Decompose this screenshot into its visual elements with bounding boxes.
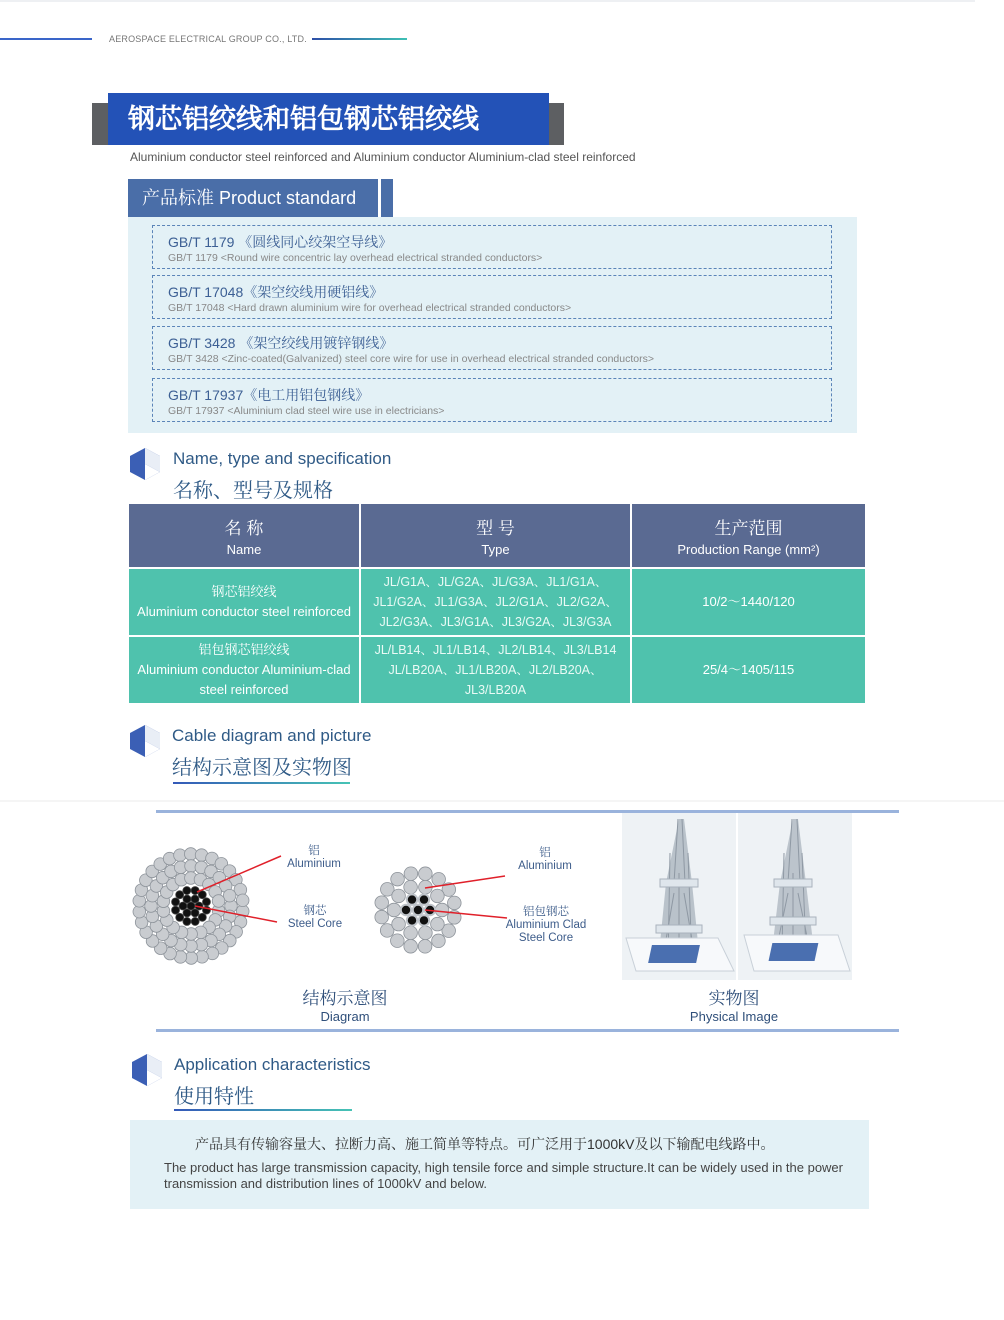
column-header-name: 名 称 Name — [128, 503, 360, 568]
wire-strand — [223, 889, 236, 902]
table-row — [128, 568, 866, 636]
wire-strand — [176, 891, 184, 899]
wire-strand — [183, 895, 191, 903]
cell-range: 10/2～1440/120 — [631, 568, 866, 636]
wire-strand — [435, 903, 449, 917]
wire-strand — [432, 934, 446, 948]
wire-strand — [191, 887, 199, 895]
wire-strand — [448, 896, 462, 910]
section-heading-en: Cable diagram and picture — [172, 726, 372, 745]
standard-item — [152, 225, 832, 269]
wire-strand — [392, 917, 406, 931]
wire-strand — [404, 939, 418, 953]
cell-type: JL/LB14、JL1/LB14、JL2/LB14、JL3/LB14 JL/LB20A、JL1/LB20A、JL2/LB20A、JL3/LB20A — [360, 636, 631, 704]
standard-item — [152, 275, 832, 319]
section-heading-cn: 名称、型号及规格 — [173, 480, 333, 502]
wire-strand — [176, 913, 184, 921]
standard-desc: GB/T 17048 <Hard drawn aluminium wire for overhead electrical stranded conductors> — [168, 302, 572, 314]
cell-range: 25/4～1405/115 — [631, 636, 866, 704]
caption-diagram-cn: 结构示意图 — [302, 989, 388, 1008]
wire-strand — [202, 898, 210, 906]
standard-title: GB/T 17048《架空绞线用硬铝线》 — [168, 284, 384, 300]
standard-title: GB/T 17937《电工用铝包钢线》 — [168, 387, 370, 403]
wire-strand — [432, 873, 446, 887]
label-aluminium-clad-steel-core: 铝包钢芯 Aluminium Clad Steel Core — [505, 906, 587, 944]
wire-strand — [418, 940, 432, 954]
wire-strand — [172, 898, 180, 906]
caption-diagram-en: Diagram — [320, 1009, 370, 1024]
section-heading-en: Name, type and specification — [173, 449, 392, 468]
label-aluminium: 铝 Aluminium — [518, 847, 572, 872]
standard-desc: GB/T 1179 <Round wire concentric lay overhead electrical stranded conductors> — [168, 252, 543, 264]
top-divider — [0, 0, 975, 2]
section-underline — [173, 782, 350, 784]
wire-strand — [413, 905, 423, 915]
spec-table — [127, 502, 867, 705]
cable-photo — [738, 813, 852, 980]
hexagon-cube-icon — [129, 1052, 165, 1088]
header-line-left — [0, 38, 92, 40]
wire-strand — [391, 872, 405, 886]
standard-desc: GB/T 3428 <Zinc-coated(Galvanized) steel core wire for use in overhead electrical stranded conductors> — [168, 353, 654, 365]
wire-strand — [407, 894, 417, 904]
table-header-row — [128, 503, 866, 568]
cell-name: 钢芯铝绞线 Aluminium conductor steel reinforced — [128, 568, 360, 636]
standard-title: GB/T 1179 《圆线同心绞架空导线》 — [168, 234, 393, 250]
hexagon-cube-icon — [127, 446, 163, 482]
hexagon-cube-icon — [127, 723, 163, 759]
application-text-en: The product has large transmission capacity, high tensile force and simple structure.It can be widely used in the power transmission and distribution lines of 1000kV and below. — [164, 1160, 843, 1191]
wire-strand — [431, 917, 445, 931]
standard-item — [152, 378, 832, 422]
wire-strand — [172, 906, 180, 914]
standard-item — [152, 326, 832, 370]
page-subtitle: Aluminium conductor steel reinforced and Aluminium conductor Aluminium-clad steel reinforced — [130, 150, 636, 164]
wire-strand — [419, 894, 429, 904]
wire-strand — [387, 903, 401, 917]
wire-strand — [212, 895, 225, 908]
wire-strand — [419, 926, 433, 940]
product-standard-tab-accent — [381, 179, 393, 217]
wire-strand — [401, 905, 411, 915]
cable-sample-image — [622, 813, 736, 980]
wire-strand — [183, 917, 191, 925]
wire-strand — [404, 880, 418, 894]
standard-desc: GB/T 17937 <Aluminium clad steel wire use in electricians> — [168, 405, 445, 417]
wire-strand — [419, 915, 429, 925]
header-line-right — [312, 38, 407, 40]
cell-name: 铝包钢芯铝绞线 Aluminium conductor Aluminium-clad steel reinforced — [128, 636, 360, 704]
company-name: AEROSPACE ELECTRICAL GROUP CO., LTD. — [109, 34, 307, 44]
wire-strand — [191, 895, 199, 903]
wire-strand — [404, 926, 418, 940]
section-heading-cn: 使用特性 — [174, 1086, 254, 1108]
cable-sample-image — [738, 813, 852, 980]
wire-strand — [431, 889, 445, 903]
wire-strand — [198, 913, 206, 921]
wire-strand — [404, 867, 418, 881]
wire-strand — [191, 909, 199, 917]
wire-strand — [183, 887, 191, 895]
label-aluminium: 铝 Aluminium — [287, 845, 341, 870]
wire-strand — [191, 917, 199, 925]
wire-strand — [407, 915, 417, 925]
wire-strand — [419, 867, 433, 881]
page-title: 钢芯铝绞线和铝包钢芯铝绞线 — [108, 93, 549, 145]
section-heading-en: Application characteristics — [174, 1055, 371, 1074]
cell-type: JL/G1A、JL/G2A、JL/G3A、JL1/G1A、JL1/G2A、JL1/G3A、JL2/G1A、JL2/G2A、JL2/G3A、JL3/G1A、JL3/G2A、JL3/G3A — [360, 568, 631, 636]
wire-strand — [391, 934, 405, 948]
aacsr-cross-section — [375, 867, 461, 953]
wire-strand — [236, 894, 249, 907]
caption-photo-cn: 实物图 — [708, 989, 760, 1008]
table-row — [128, 636, 866, 704]
column-header-range: 生产范围 Production Range (mm²) — [631, 503, 866, 568]
section-underline — [174, 1109, 352, 1111]
standard-title: GB/T 3428 《架空绞线用镀锌钢线》 — [168, 335, 394, 351]
diagram-bottom-rule — [156, 1029, 899, 1032]
section-heading-cn: 结构示意图及实物图 — [172, 757, 352, 779]
label-steel-core: 钢芯 Steel Core — [287, 905, 343, 930]
wire-strand — [392, 889, 406, 903]
caption-photo-en: Physical Image — [689, 1009, 779, 1024]
wire-strand — [375, 896, 389, 910]
section-band — [0, 800, 1004, 802]
acsr-cross-section — [133, 848, 249, 965]
column-header-type: 型 号 Type — [360, 503, 631, 568]
wire-strand — [375, 910, 389, 924]
product-standard-tab: 产品标准 Product standard — [128, 179, 378, 217]
wire-strand — [198, 891, 206, 899]
cable-photo — [622, 813, 736, 980]
application-text-cn: 产品具有传输容量大、拉断力高、施工简单等特点。可广泛用于1000kV及以下输配电线路中。 — [195, 1136, 775, 1152]
